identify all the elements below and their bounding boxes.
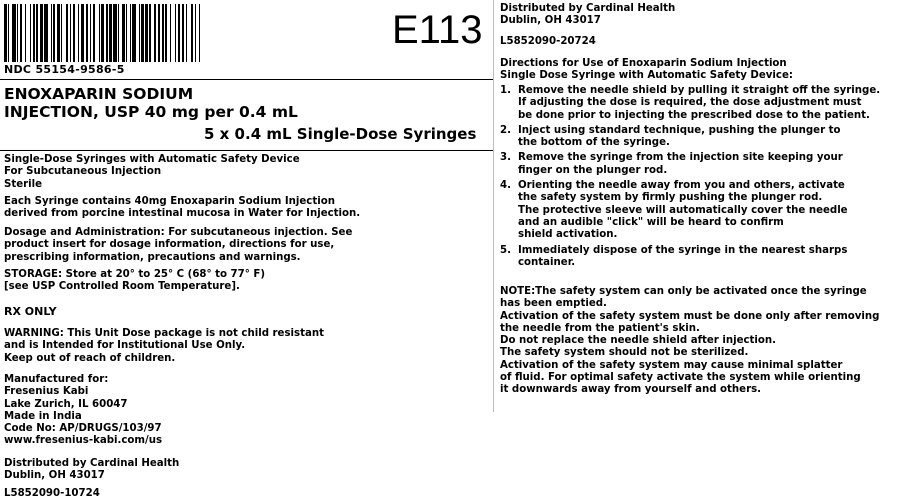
ndc-number: NDC 55154-9586-5 <box>4 63 125 76</box>
right-directions-panel <box>493 0 911 412</box>
directions-title: Directions for Use of Enoxaparin Sodium Injection Single Dose Syringe with Automatic Safety Device: <box>500 58 793 82</box>
lot-number: L5852090-10724 <box>4 488 100 499</box>
contents-text: Each Syringe contains 40mg Enoxaparin Sodium Injection derived from porcine intestinal mucosa in Water for Injection. <box>4 196 361 220</box>
product-name <box>4 85 477 143</box>
step-number: 5. <box>500 244 511 256</box>
storage-text: STORAGE: Store at 20° to 25° C (68° to 77° F) [see USP Controlled Room Temperature]. <box>4 269 265 293</box>
product-name-line2: INJECTION, USP 40 mg per 0.4 mL <box>4 103 298 121</box>
direction-step <box>500 85 908 122</box>
dosage-text: Dosage and Administration: For subcutaneous injection. See product insert for dosage information, directions for use, prescribing information, precautions and warnings. <box>4 227 353 263</box>
direction-step <box>500 180 908 241</box>
step-text: Inject using standard technique, pushing the plunger to the bottom of the syringe. <box>518 124 841 149</box>
safety-note: NOTE:The safety system can only be activated once the syringe has been emptied. Activation of the safety system must be done only after removing the needle from the patient's skin. Do not replace the needle shield after injection. The safety system should not be sterilized. Activation of the safety system may cause minimal splatter of fluid. For optimal safety activate the system while orienting it downwards away from yourself and others. <box>500 286 880 396</box>
step-number: 3. <box>500 152 511 164</box>
device-info: Single-Dose Syringes with Automatic Safety Device For Subcutaneous Injection Sterile <box>4 154 300 190</box>
direction-step <box>500 245 908 270</box>
distributor-info: Distributed by Cardinal Health Dublin, OH 43017 <box>4 458 180 482</box>
step-text: Immediately dispose of the syringe in the nearest sharps container. <box>518 244 848 268</box>
step-number: 4. <box>500 180 511 192</box>
code-label: E113 <box>392 8 483 52</box>
barcode <box>4 4 342 62</box>
product-package-size: 5 x 0.4 mL Single-Dose Syringes <box>204 125 477 143</box>
step-number: 1. <box>500 85 511 96</box>
step-number: 2. <box>500 124 511 136</box>
manufacturer-info: Manufactured for: Fresenius Kabi Lake Zurich, IL 60047 Made in India Code No: AP/DRUGS/103/97 www.fresenius-kabi.com/us <box>4 374 163 447</box>
direction-step <box>500 152 908 177</box>
rx-only: RX ONLY <box>4 305 57 318</box>
step-text: Remove the needle shield by pulling it straight off the syringe. If adjusting the dose is required, the dose adjustment must be done prior to injecting the prescribed dose to the patient. <box>518 85 881 121</box>
distributor-info: Distributed by Cardinal Health Dublin, OH 43017 <box>500 3 676 27</box>
step-text: Orienting the needle away from you and others, activate the safety system by firmly pushing the plunger rod. The protective sleeve will automatically cover the needle and an audible "click" will be heard to confirm shield activation. <box>518 180 848 241</box>
directions-list <box>500 85 908 272</box>
warning-text: WARNING: This Unit Dose package is not child resistant and is Intended for Institutional Use Only. Keep out of reach of children. <box>4 328 324 364</box>
divider <box>0 150 493 151</box>
divider <box>0 79 493 80</box>
step-text: Remove the syringe from the injection site keeping your finger on the plunger rod. <box>518 152 843 176</box>
direction-step <box>500 125 908 150</box>
lot-number: L5852090-20724 <box>500 36 596 47</box>
product-name-line1: ENOXAPARIN SODIUM <box>4 85 194 103</box>
